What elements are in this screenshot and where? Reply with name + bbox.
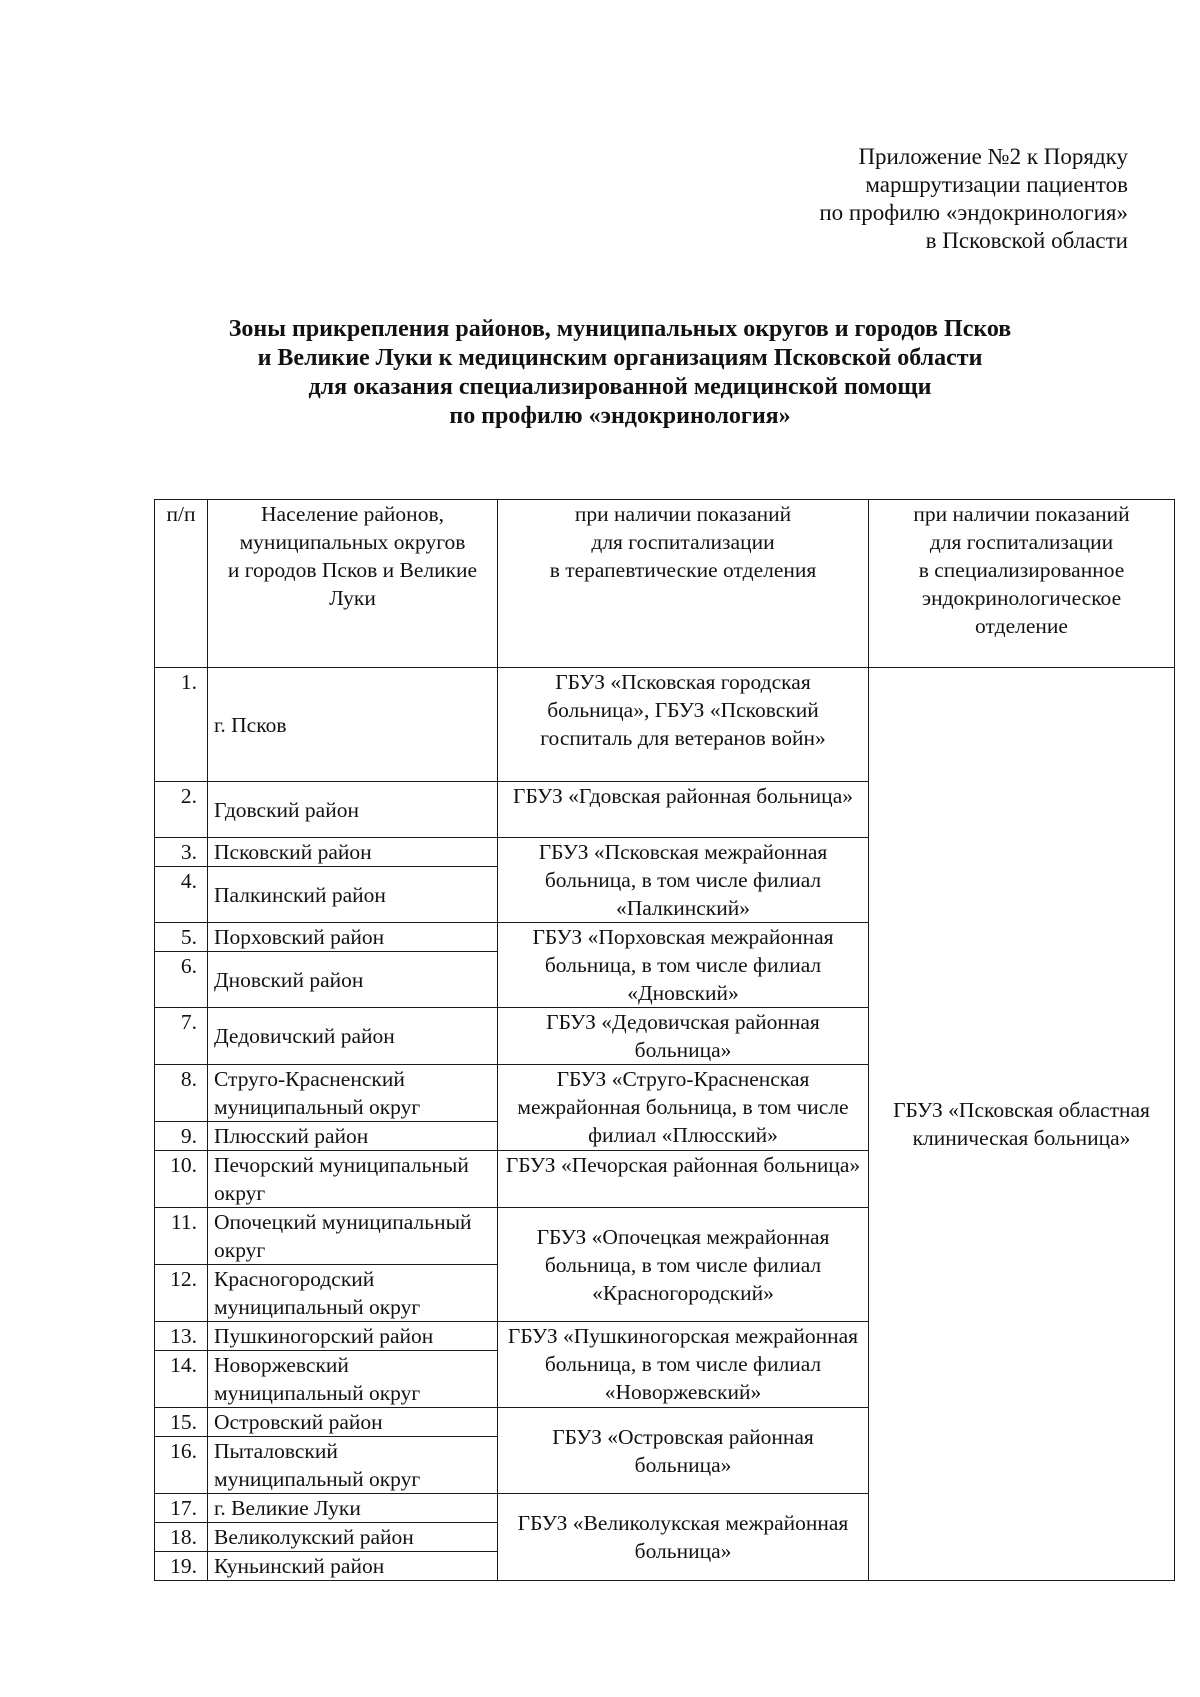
area-name: Красногородский муниципальный округ (208, 1265, 498, 1322)
appendix-line: в Псковской области (925, 228, 1128, 253)
document-title (150, 315, 1090, 431)
header-population (208, 500, 498, 668)
row-number: 11. (155, 1208, 208, 1265)
area-name: Островский район (208, 1408, 498, 1437)
therapy-hospital: ГБУЗ «Великолукская межрайонная больница» (498, 1494, 869, 1581)
header-line: в терапевтические отделения (549, 558, 817, 582)
appendix-line: Приложение №2 к Порядку (858, 144, 1128, 169)
row-number: 7. (155, 1008, 208, 1065)
header-line: и городов Псков и Великие (227, 558, 478, 582)
title-line: по профилю «эндокринология» (449, 403, 791, 429)
row-number: 10. (155, 1151, 208, 1208)
header-line: для госпитализации (929, 530, 1114, 554)
therapy-hospital: ГБУЗ «Порховская межрайонная больница, в том числе филиал «Дновский» (498, 923, 869, 1008)
title-line: для оказания специализированной медицинской помощи (308, 374, 932, 400)
title-line: и Великие Луки к медицинским организациям Псковской области (257, 345, 983, 371)
area-name: Псковский район (208, 838, 498, 867)
header-line: муниципальных округов (239, 530, 466, 554)
table-row (155, 668, 1175, 782)
area-name: Опочецкий муниципальный округ (208, 1208, 498, 1265)
row-number: 8. (155, 1065, 208, 1122)
header-line: при наличии показаний (574, 502, 792, 526)
row-number: 6. (155, 952, 208, 1008)
appendix-line: маршрутизации пациентов (865, 172, 1128, 197)
area-name: Новоржевский муниципальный округ (208, 1351, 498, 1408)
header-line: для госпитализации (591, 530, 775, 554)
appendix-note (700, 143, 1128, 255)
header-therapy (498, 500, 869, 668)
header-line: в специализированное (918, 558, 1125, 582)
header-num: п/п (155, 500, 208, 668)
therapy-hospital: ГБУЗ «Островская районная больница» (498, 1408, 869, 1494)
area-name: Порховский район (208, 923, 498, 952)
header-specialized (869, 500, 1175, 668)
therapy-hospital: ГБУЗ «Гдовская районная больница» (498, 782, 869, 838)
header-line: Население районов, (261, 502, 444, 526)
row-number: 13. (155, 1322, 208, 1351)
header-row (155, 500, 1175, 668)
area-name: Пыталовский муниципальный округ (208, 1437, 498, 1494)
area-name: Куньинский район (208, 1552, 498, 1581)
area-name: г. Псков (208, 668, 498, 782)
row-number: 1. (155, 668, 208, 782)
area-name: Великолукский район (208, 1523, 498, 1552)
area-name: Плюсский район (208, 1122, 498, 1151)
therapy-hospital: ГБУЗ «Печорская районная больница» (498, 1151, 869, 1208)
row-number: 9. (155, 1122, 208, 1151)
zones-table (154, 499, 1175, 1581)
area-name: Гдовский район (208, 782, 498, 838)
row-number: 16. (155, 1437, 208, 1494)
row-number: 14. (155, 1351, 208, 1408)
area-name: Струго-Красненский муниципальный округ (208, 1065, 498, 1122)
therapy-hospital: ГБУЗ «Дедовичская районная больница» (498, 1008, 869, 1065)
therapy-hospital: ГБУЗ «Опочецкая межрайонная больница, в том числе филиал «Красногородский» (498, 1208, 869, 1322)
row-number: 17. (155, 1494, 208, 1523)
row-number: 12. (155, 1265, 208, 1322)
area-name: Печорский муниципальный округ (208, 1151, 498, 1208)
row-number: 4. (155, 867, 208, 923)
title-line: Зоны прикрепления районов, муниципальных округов и городов Псков (228, 316, 1012, 342)
specialized-hospital: ГБУЗ «Псковская областная клиническая больница» (869, 668, 1175, 1581)
header-line: при наличии показаний (913, 502, 1130, 526)
row-number: 18. (155, 1523, 208, 1552)
area-name: г. Великие Луки (208, 1494, 498, 1523)
appendix-line: по профилю «эндокринология» (819, 200, 1128, 225)
area-name: Пушкиногорский район (208, 1322, 498, 1351)
therapy-hospital: ГБУЗ «Псковская городская больница», ГБУЗ «Псковский госпиталь для ветеранов войн» (498, 668, 869, 782)
area-name: Дедовичский район (208, 1008, 498, 1065)
area-name: Палкинский район (208, 867, 498, 923)
therapy-hospital: ГБУЗ «Псковская межрайонная больница, в том числе филиал «Палкинский» (498, 838, 869, 923)
row-number: 5. (155, 923, 208, 952)
area-name: Дновский район (208, 952, 498, 1008)
row-number: 15. (155, 1408, 208, 1437)
row-number: 2. (155, 782, 208, 838)
row-number: 19. (155, 1552, 208, 1581)
header-line: эндокринологическое (921, 586, 1122, 610)
header-line: отделение (975, 614, 1068, 638)
row-number: 3. (155, 838, 208, 867)
header-line: Луки (329, 586, 376, 610)
therapy-hospital: ГБУЗ «Пушкиногорская межрайонная больница, в том числе филиал «Новоржевский» (498, 1322, 869, 1408)
therapy-hospital: ГБУЗ «Струго-Красненская межрайонная больница, в том числе филиал «Плюсский» (498, 1065, 869, 1151)
